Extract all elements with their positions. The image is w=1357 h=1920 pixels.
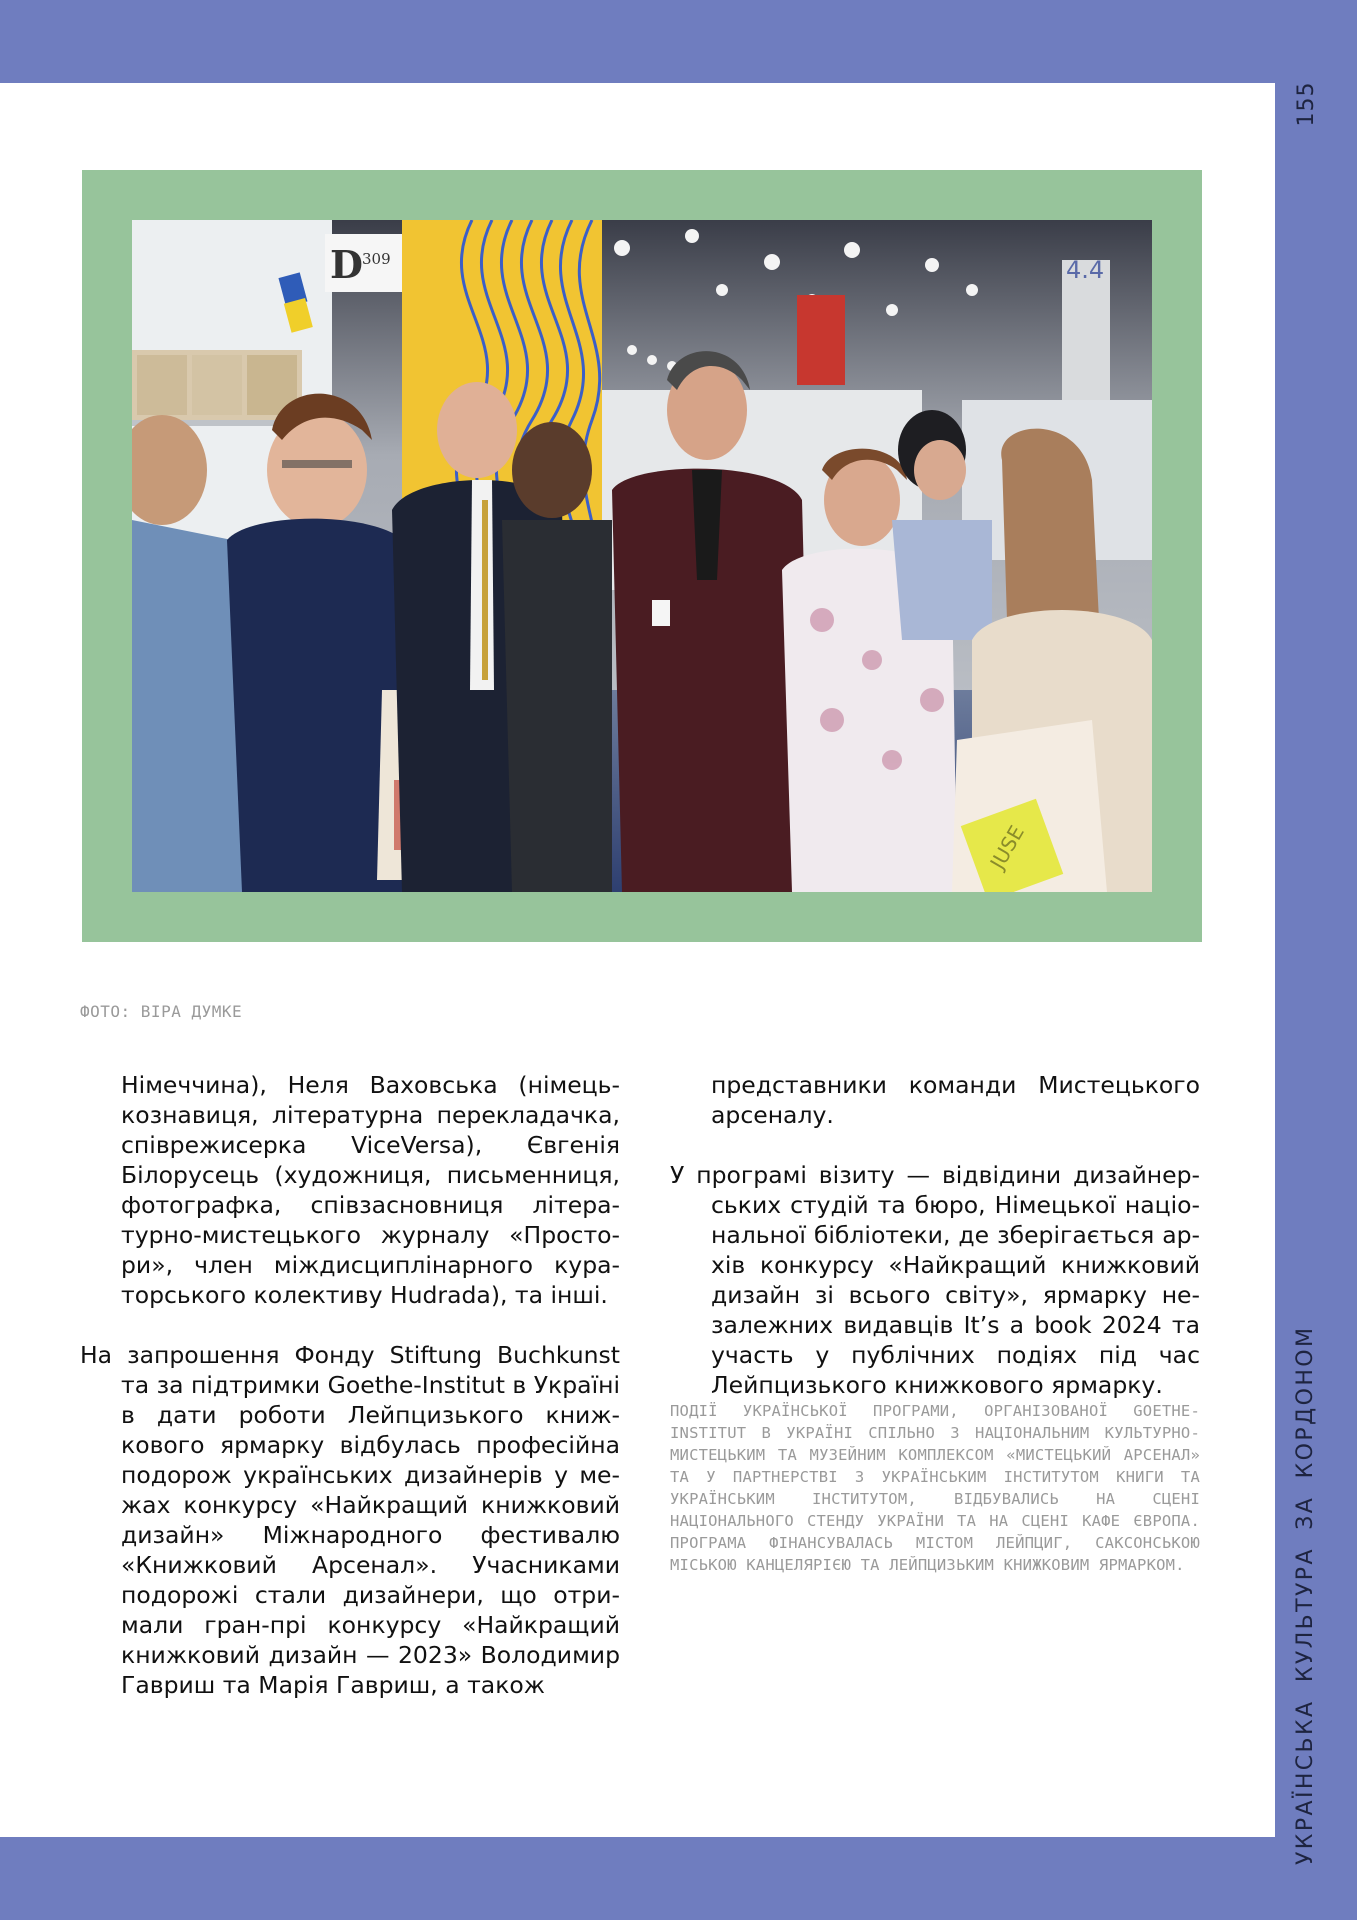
left-paragraph-2: На запрошення Фонду Stiftung Buchkunst та за підтримки Goethe-Institut в Україні в дати роботи Лейпцизького книжкового ярмарку відбулась професійна подорож українських дизайнерів у межах конкурсу «Найкращий книжковий дизайн» Міжнародного фестивалю «Книжковий Арсенал». Учасниками подорожі стали дизайнери, що отримали гран-прі конкурсу «Найкращий книжковий дизайн — 2023» Володимир Гавриш та Марія Гавриш, а також xyxy=(80,1341,620,1699)
page-number: 155 xyxy=(1293,81,1319,127)
booth-sign-letter: D xyxy=(330,242,363,287)
left-paragraph-1: Німеччина), Неля Ваховська (німецькознавиця, літературна перекладачка, співрежисерка ViceVersa), Євгенія Білорусець (художниця, письменниця, фотографка, співзасновниця літературно-мистецького журналу «Простори», член міждисциплінарного кураторського колективу Hudrada), та інші. xyxy=(121,1071,620,1309)
right-column xyxy=(670,1070,1200,1576)
event-photo-illustration xyxy=(132,220,1152,892)
photo-caption: ФОТО: ВІРА ДУМКЕ xyxy=(80,1002,243,1021)
event-photo xyxy=(132,220,1152,892)
bottom-band xyxy=(0,1837,1357,1920)
right-paragraph-2: У програмі візиту — відвідини дизайнерських студій та бюро, Німецької національної бібліотеки, де зберігається архів конкурсу «Найкращий книжковий дизайн зі всього світу», ярмарку незалежних видавців It’s a book 2024 та участь у публічних подіях під час Лейпцизького книжкового ярмарку. xyxy=(670,1161,1200,1399)
bag-print: JUSE xyxy=(985,821,1029,874)
left-column xyxy=(80,1070,620,1700)
hall-sign: 4.4 xyxy=(1066,256,1105,284)
photo-frame xyxy=(82,170,1202,942)
top-band xyxy=(0,0,1357,83)
running-title: УКРАЇНСЬКА КУЛЬТУРА ЗА КОРДОНОМ xyxy=(1293,1325,1318,1865)
program-note: ПОДІЇ УКРАЇНСЬКОЇ ПРОГРАМИ, ОРГАНІЗОВАНОЇ GOETHE-INSTITUT В УКРАЇНІ СПІЛЬНО З НАЦІОНАЛЬНИМ КУЛЬТУРНО-МИСТЕЦЬКИМ ТА МУЗЕЙНИМ КОМПЛЕКСОМ «МИСТЕЦЬКИЙ АРСЕНАЛ» ТА У ПАРТНЕРСТВІ З УКРАЇНСЬКИМ ІНСТИТУТОМ КНИГИ ТА УКРАЇНСЬКИМ ІНСТИТУТОМ, ВІДБУВАЛИСЬ НА СЦЕНІ НАЦІОНАЛЬНОГО СТЕНДУ УКРАЇНИ ТА НА СЦЕНІ КАФЕ ЄВРОПА. ПРОГРАМА ФІНАНСУВАЛАСЬ МІСТОМ ЛЕЙПЦИГ, САКСОНСЬКОЮ МІСЬКОЮ КАНЦЕЛЯРІЄЮ ТА ЛЕЙПЦИЗЬКИМ КНИЖКОВИМ ЯРМАРКОМ. xyxy=(670,1402,1200,1574)
right-paragraph-1: представники команди Мистецького арсеналу. xyxy=(711,1071,1200,1129)
booth-sign-number: 309 xyxy=(362,250,391,268)
